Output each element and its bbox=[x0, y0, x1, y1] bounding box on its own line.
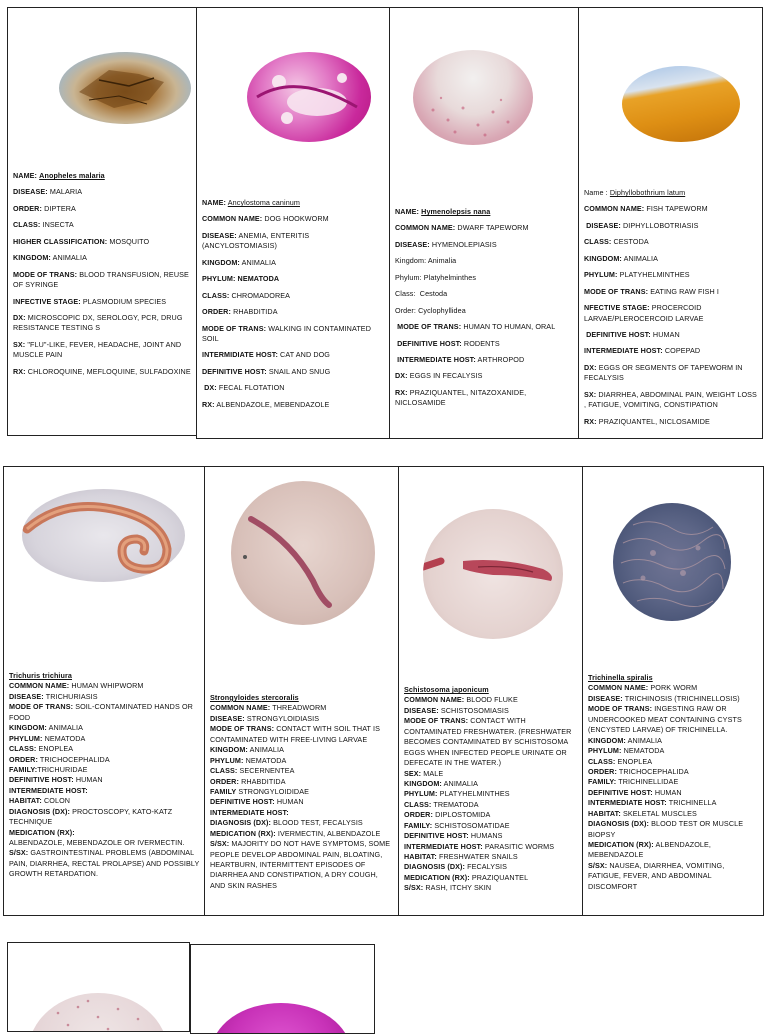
field-label: ORDER: bbox=[210, 776, 239, 786]
field-value: Cestoda bbox=[419, 289, 448, 299]
field-label: MEDICATION (RX): bbox=[588, 840, 654, 849]
field-value: COPEPAD bbox=[664, 346, 701, 356]
card-anopheles bbox=[7, 7, 197, 436]
field-label: DIAGNOSIS (DX): bbox=[210, 818, 271, 828]
field-value: NEMATODA bbox=[623, 746, 665, 756]
field-label: DEFINITIVE HOST: bbox=[9, 775, 74, 785]
field-value: TREMATODA bbox=[433, 799, 479, 809]
field-label: KINGDOM: bbox=[202, 257, 240, 267]
field-value: DOG HOOKWORM bbox=[264, 214, 329, 224]
species-name: Schistosoma japonicum bbox=[404, 685, 489, 694]
card-text bbox=[395, 207, 574, 415]
field-label: DISEASE: bbox=[404, 705, 439, 715]
field-value: MICROSCOPIC DX, SEROLOGY, PCR, DRUG RESISTANCE TESTING S bbox=[13, 312, 183, 333]
field-label: INTERMEDIATE HOST: bbox=[9, 785, 88, 795]
field-label: RX: bbox=[395, 387, 408, 397]
field-value: PROCTOSCOPY, KATO-KATZ TECHNIQUE bbox=[9, 806, 173, 827]
field-value: TRICHURIASIS bbox=[45, 691, 98, 701]
field-label: DEFINITIVE HOST: bbox=[404, 831, 469, 841]
name-label: NAME: bbox=[13, 171, 38, 180]
field-value: HUMAN TO HUMAN, ORAL bbox=[463, 322, 556, 332]
field-value: ARTHROPOD bbox=[477, 354, 525, 364]
field-label: RX: bbox=[584, 416, 597, 426]
field-value: Platyhelminthes bbox=[423, 272, 477, 282]
field-label: FAMILY: bbox=[588, 777, 617, 787]
card-text bbox=[404, 685, 577, 894]
field-value: PRAZIQUANTEL bbox=[471, 872, 529, 882]
specimen-image-diphyllobothrium bbox=[622, 66, 740, 142]
field-value: FECAL FLOTATION bbox=[218, 383, 285, 393]
field-label: INTERMEDIATE HOST: bbox=[404, 841, 483, 851]
field-value: DIARRHEA, ABDOMINAL PAIN, WEIGHT LOSS , FATIGUE, VOMITING, CONSTIPATION bbox=[584, 389, 757, 410]
field-label: CLASS: bbox=[210, 766, 238, 776]
card-strongyloides bbox=[204, 466, 400, 916]
field-label: CLASS: bbox=[584, 237, 612, 247]
field-value: RODENTS bbox=[463, 338, 500, 348]
field-value: ENOPLEA bbox=[38, 744, 74, 754]
field-value: ANIMALIA bbox=[249, 745, 284, 755]
field-label: INFECTIVE STAGE: bbox=[13, 296, 81, 306]
field-value: BLOOD TRANSFUSION, REUSE OF SYRINGE bbox=[13, 269, 189, 290]
field-label: HIGHER CLASSIFICATION: bbox=[13, 236, 108, 246]
field-label: COMMON NAME: bbox=[584, 204, 645, 214]
field-label: RX: bbox=[202, 399, 215, 409]
field-label: KINGDOM: bbox=[584, 253, 622, 263]
field-value: EATING RAW FISH I bbox=[650, 286, 719, 296]
field-label: FAMILY: bbox=[404, 820, 433, 830]
field-value: DIPHYLLOBOTRIASIS bbox=[622, 220, 699, 230]
card-diphyllobothrium bbox=[578, 7, 763, 439]
field-value: HYMENOLEPIASIS bbox=[431, 239, 497, 249]
field-label: HABITAT: bbox=[9, 796, 42, 806]
field-value: ALBENDAZOLE, MEBENDAZOLE OR IVERMECTIN. bbox=[9, 838, 185, 847]
field-value: PROCERCOID LARVAE/PLEROCERCOID LARVAE bbox=[584, 303, 704, 323]
field-value: FECALYSIS bbox=[467, 862, 508, 872]
field-label: KINGDOM: bbox=[9, 723, 47, 733]
specimen-image-trichinella bbox=[613, 503, 731, 621]
field-label: DISEASE: bbox=[586, 220, 621, 230]
field-label: KINGDOM: bbox=[13, 253, 51, 263]
field-value: GASTROINTESTINAL PROBLEMS (ABDOMINAL PAIN, DIARRHEA, RECTAL PROLAPSE) AND POSSIBLY GROWTH RETARDATION. bbox=[9, 848, 200, 879]
field-value: ALBENDAZOLE, MEBENDAZOLE bbox=[588, 840, 711, 860]
field-label: DX: bbox=[13, 312, 26, 322]
specimen-image-anopheles bbox=[59, 52, 191, 124]
field-value: TRICHOCEPHALIDA bbox=[618, 766, 689, 776]
field-value: SNAIL AND SNUG bbox=[268, 366, 331, 376]
field-label: INTERMEDIATE HOST: bbox=[588, 798, 667, 808]
field-label: FAMILY: bbox=[9, 764, 38, 774]
field-label: DEFINITIVE HOST: bbox=[202, 366, 267, 376]
field-value: HUMAN bbox=[276, 797, 304, 807]
field-label: S/SX: bbox=[9, 848, 29, 858]
field-value: BLOOD FLUKE bbox=[466, 695, 518, 705]
species-name: Trichinella spiralis bbox=[588, 673, 653, 682]
field-value: TRICHINOSIS (TRICHINELLOSIS) bbox=[624, 693, 740, 703]
field-label: SEX: bbox=[404, 768, 422, 778]
field-label: INTERMEDIATE HOST: bbox=[584, 346, 663, 356]
field-value: THREADWORM bbox=[272, 703, 327, 713]
field-value: TRICHINELLIDAE bbox=[618, 777, 679, 787]
field-value: ALBENDAZOLE, MEBENDAZOLE bbox=[216, 399, 330, 409]
field-value: IVERMECTIN, ALBENDAZOLE bbox=[277, 828, 381, 838]
field-value: MALE bbox=[423, 768, 444, 778]
field-value: HUMAN bbox=[654, 787, 682, 797]
field-label: Kingdom: bbox=[395, 256, 427, 266]
field-value: "FLU"-LIKE, FEVER, HEADACHE, JOINT AND MUSCLE PAIN bbox=[13, 339, 182, 360]
field-label: MODE OF TRANS: bbox=[584, 286, 649, 296]
field-value: PLATYHELMINTHES bbox=[619, 270, 690, 280]
field-value: BLOOD TEST OR MUSCLE BIOPSY bbox=[588, 819, 744, 839]
field-value: EGGS IN FECALYSIS bbox=[409, 371, 483, 381]
species-name: Anopheles malaria bbox=[39, 171, 105, 180]
field-value: BLOOD TEST, FECALYSIS bbox=[273, 818, 363, 828]
field-label: COMMON NAME: bbox=[404, 695, 465, 705]
field-label: DEFINITIVE HOST: bbox=[588, 787, 653, 797]
field-value: SCHISTOSOMIASIS bbox=[440, 705, 509, 715]
field-value: ANIMALIA bbox=[241, 257, 276, 267]
field-label: ORDER: bbox=[13, 203, 42, 213]
specimen-image-partial-2 bbox=[211, 1003, 351, 1034]
name-label: NAME: bbox=[202, 198, 227, 207]
specimen-image-schistosoma bbox=[423, 509, 563, 639]
field-value: RHABDITIDA bbox=[233, 307, 278, 317]
species-name: Hymenolepsis nana bbox=[421, 207, 491, 216]
field-label: MEDICATION (RX): bbox=[9, 827, 75, 837]
field-label: HABITAT: bbox=[404, 852, 437, 861]
field-value: NEMATODA bbox=[245, 755, 287, 765]
field-value: STRONGYLOIDIDAE bbox=[238, 786, 309, 796]
field-label: PHYLUM: bbox=[588, 746, 622, 756]
field-label: S/SX: bbox=[404, 883, 424, 893]
field-label: CLASS: bbox=[9, 744, 37, 754]
field-value: EGGS OR SEGMENTS OF TAPEWORM IN FECALYSIS bbox=[584, 362, 743, 383]
field-value: CESTODA bbox=[613, 237, 649, 247]
field-value: HUMAN bbox=[75, 775, 103, 785]
field-value: INGESTING RAW OR UNDERCOOKED MEAT CONTAINING CYSTS (ENCYSTED LARVAE) OF TRICHINELLA. bbox=[588, 704, 742, 735]
field-value: CONTACT WITH SOIL THAT IS CONTAMINATED WITH FREE-LIVING LARVAE bbox=[210, 724, 380, 744]
card-text bbox=[584, 188, 757, 433]
species-name: Diphyllobothrium latum bbox=[609, 188, 686, 197]
field-label: SX: bbox=[584, 389, 597, 399]
field-value: HUMAN bbox=[652, 329, 680, 339]
field-value: ENOPLEA bbox=[617, 756, 653, 766]
field-value: MALARIA bbox=[49, 187, 83, 197]
field-label: COMMON NAME: bbox=[210, 703, 271, 713]
field-label: PHYLUM: bbox=[584, 270, 618, 280]
field-value: CHROMADOREA bbox=[231, 290, 291, 300]
card-text bbox=[9, 671, 200, 880]
field-value: WALKING IN CONTAMINATED SOIL bbox=[202, 323, 371, 343]
card-partial-2 bbox=[190, 944, 375, 1034]
field-value: PRAZIQUANTEL, NICLOSAMIDE bbox=[598, 416, 710, 426]
field-label: INTERMIDIATE HOST: bbox=[202, 350, 278, 360]
field-value: DIPTERA bbox=[44, 203, 76, 213]
field-label: COMMON NAME: bbox=[395, 223, 456, 233]
field-value: MAJORITY DO NOT HAVE SYMPTOMS, SOME PEOPLE DEVELOP ABDOMINAL PAIN, BLOATING, HEARTBURN, INTERMITTENT EPISODES OF DIARRHEA AND CONSTIPATION, A DRY COUGH, AND SKIN RASHES bbox=[210, 839, 391, 890]
field-value: TRICHURIDAE bbox=[37, 764, 88, 774]
field-value: FISH TAPEWORM bbox=[646, 204, 708, 214]
field-label: MODE OF TRANS: bbox=[9, 702, 74, 712]
field-value: PARASITIC WORMS bbox=[484, 841, 555, 851]
field-label: ORDER: bbox=[202, 307, 231, 317]
field-label: DIAGNOSIS (DX): bbox=[404, 862, 465, 872]
field-label: MODE OF TRANS: bbox=[13, 269, 78, 279]
name-label: Name : bbox=[584, 188, 608, 197]
field-label: PHYLUM: bbox=[9, 733, 43, 743]
field-label: MEDICATION (RX): bbox=[404, 872, 470, 882]
field-label: Class: bbox=[395, 289, 416, 299]
field-label: FAMILY bbox=[210, 786, 237, 796]
card-text bbox=[588, 673, 758, 892]
field-label: DIAGNOSIS (DX): bbox=[9, 806, 70, 816]
specimen-image-trichuris bbox=[22, 489, 185, 582]
species-name: Ancylostoma caninum bbox=[227, 198, 300, 207]
field-value: TRICHINELLA bbox=[668, 798, 717, 808]
field-label: DISEASE: bbox=[202, 230, 237, 240]
card-hymenolepsis bbox=[389, 7, 580, 439]
field-value: DIPLOSTOMIDA bbox=[435, 810, 491, 820]
field-label: Order: bbox=[395, 305, 416, 315]
field-value: PLASMODIUM SPECIES bbox=[82, 296, 167, 306]
field-label: KINGDOM: bbox=[404, 778, 442, 788]
field-label: CLASS: bbox=[588, 756, 616, 766]
field-value: SKELETAL MUSCLES bbox=[622, 808, 697, 818]
field-value: SCHISTOSOMATIDAE bbox=[434, 820, 510, 830]
field-label: NFECTIVE STAGE: bbox=[584, 303, 650, 313]
field-label: MODE OF TRANS: bbox=[397, 322, 462, 332]
card-trichinella bbox=[582, 466, 764, 916]
card-schistosoma bbox=[398, 466, 583, 916]
field-value: DWARF TAPEWORM bbox=[457, 223, 529, 233]
field-label: MODE OF TRANS: bbox=[404, 716, 469, 726]
name-label: NAME: bbox=[395, 207, 420, 216]
field-label: MODE OF TRANS: bbox=[202, 323, 267, 333]
field-label: HABITAT: bbox=[588, 808, 621, 818]
field-value: ANIMALIA bbox=[443, 778, 478, 788]
species-name: Strongyloides stercoralis bbox=[210, 693, 299, 702]
field-value: RASH, ITCHY SKIN bbox=[425, 883, 492, 893]
field-label: DX: bbox=[204, 383, 217, 393]
field-value: RHABDITIDA bbox=[241, 776, 286, 786]
specimen-image-strongyloides bbox=[231, 481, 375, 625]
field-value: SECERNENTEA bbox=[239, 766, 295, 776]
field-value: SOIL-CONTAMINATED HANDS OR FOOD bbox=[9, 702, 193, 722]
field-value: Animalia bbox=[427, 256, 457, 266]
field-label: COMMON NAME: bbox=[202, 214, 263, 224]
field-value: MOSQUITO bbox=[109, 236, 150, 246]
field-label: MODE OF TRANS: bbox=[210, 724, 275, 734]
field-label: INTERMEDIATE HOST: bbox=[210, 807, 289, 817]
field-label: DIAGNOSIS (DX): bbox=[588, 819, 649, 829]
field-label: DEFINITIVE HOST: bbox=[586, 329, 651, 339]
field-label: PHYLUM: bbox=[404, 789, 438, 799]
field-label: ORDER: bbox=[9, 754, 38, 764]
card-text bbox=[202, 198, 384, 416]
field-label: CLASS: bbox=[404, 799, 432, 809]
species-name: Trichuris trichiura bbox=[9, 671, 73, 680]
card-text bbox=[210, 693, 394, 891]
field-label: COMMON NAME: bbox=[588, 683, 649, 693]
card-text bbox=[13, 171, 191, 383]
field-value: HUMANS bbox=[470, 831, 503, 841]
field-label: MODE OF TRANS: bbox=[588, 704, 653, 714]
field-label: DISEASE: bbox=[13, 187, 48, 197]
field-label: ORDER: bbox=[404, 810, 433, 820]
field-value: PRAZIQUANTEL, NITAZOXANIDE, NICLOSAMIDE bbox=[395, 387, 527, 408]
field-label: DX: bbox=[395, 371, 408, 381]
field-value: PORK WORM bbox=[650, 683, 698, 693]
field-label: RX: bbox=[13, 366, 26, 376]
card-ancylostoma bbox=[196, 7, 390, 439]
field-value: CONTACT WITH CONTAMINATED FRESHWATER. (FRESHWATER BECOMES CONTAMINATED BY SCHISTOSOMA EGGS WHEN INFECTED PEOPLE URINATE OR DEFECATE IN THE WATER.) bbox=[404, 716, 572, 768]
field-value: ANIMALIA bbox=[48, 723, 83, 733]
field-value: Cyclophyllidea bbox=[418, 305, 466, 315]
field-label: DISEASE: bbox=[588, 693, 623, 703]
field-value: STRONGYLOIDIASIS bbox=[246, 713, 320, 723]
field-label: INTERMEDIATE HOST: bbox=[397, 354, 476, 364]
field-label: DEFINITIVE HOST: bbox=[397, 338, 462, 348]
field-value: FRESHWATER SNAILS bbox=[438, 852, 518, 861]
field-label: KINGDOM: bbox=[210, 745, 248, 755]
field-label: KINGDOM: bbox=[588, 735, 626, 745]
field-value: ANEMIA, ENTERITIS (ANCYLOSTOMIASIS) bbox=[202, 230, 310, 251]
field-label: DISEASE: bbox=[395, 239, 430, 249]
field-label: Phylum: bbox=[395, 272, 422, 282]
field-value: CHLOROQUINE, MEFLOQUINE, SULFADOXINE bbox=[27, 366, 191, 376]
field-value: TRICHOCEPHALIDA bbox=[39, 754, 110, 764]
field-value: CAT AND DOG bbox=[280, 350, 331, 360]
field-label: SX: bbox=[13, 339, 26, 349]
field-label: S/SX: bbox=[588, 860, 608, 870]
field-value: NAUSEA, DIARRHEA, VOMITING, FATIGUE, FEVER, AND ABDOMINAL DISCOMFORT bbox=[588, 860, 725, 891]
field-label: DISEASE: bbox=[9, 691, 44, 701]
field-label: S/SX: bbox=[210, 839, 230, 849]
field-label: CLASS: bbox=[202, 290, 230, 300]
field-value: ANIMALIA bbox=[627, 735, 662, 745]
field-label: DEFINITIVE HOST: bbox=[210, 797, 275, 807]
specimen-image-hymenolepsis bbox=[413, 50, 533, 145]
field-label: ORDER: bbox=[588, 766, 617, 776]
field-label: MEDICATION (RX): bbox=[210, 828, 276, 838]
field-value: NEMATODA bbox=[44, 733, 86, 743]
card-partial-1 bbox=[7, 942, 190, 1032]
field-value: PLATYHELMINTHES bbox=[439, 789, 510, 799]
field-label: DISEASE: bbox=[210, 713, 245, 723]
field-label: DX: bbox=[584, 362, 597, 372]
field-label: PHYLUM: NEMATODA bbox=[202, 274, 280, 284]
field-value: INSECTA bbox=[42, 220, 74, 230]
field-label: COMMON NAME: bbox=[9, 681, 70, 691]
specimen-image-partial-1 bbox=[28, 993, 168, 1032]
field-label: PHYLUM: bbox=[210, 755, 244, 765]
field-value: ANIMALIA bbox=[623, 253, 658, 263]
field-value: ANIMALIA bbox=[52, 253, 87, 263]
field-value: HUMAN WHIPWORM bbox=[71, 681, 144, 691]
specimen-image-ancylostoma bbox=[247, 52, 371, 142]
field-label: CLASS: bbox=[13, 220, 41, 230]
card-trichuris bbox=[3, 466, 206, 916]
field-value: COLON bbox=[43, 796, 71, 806]
